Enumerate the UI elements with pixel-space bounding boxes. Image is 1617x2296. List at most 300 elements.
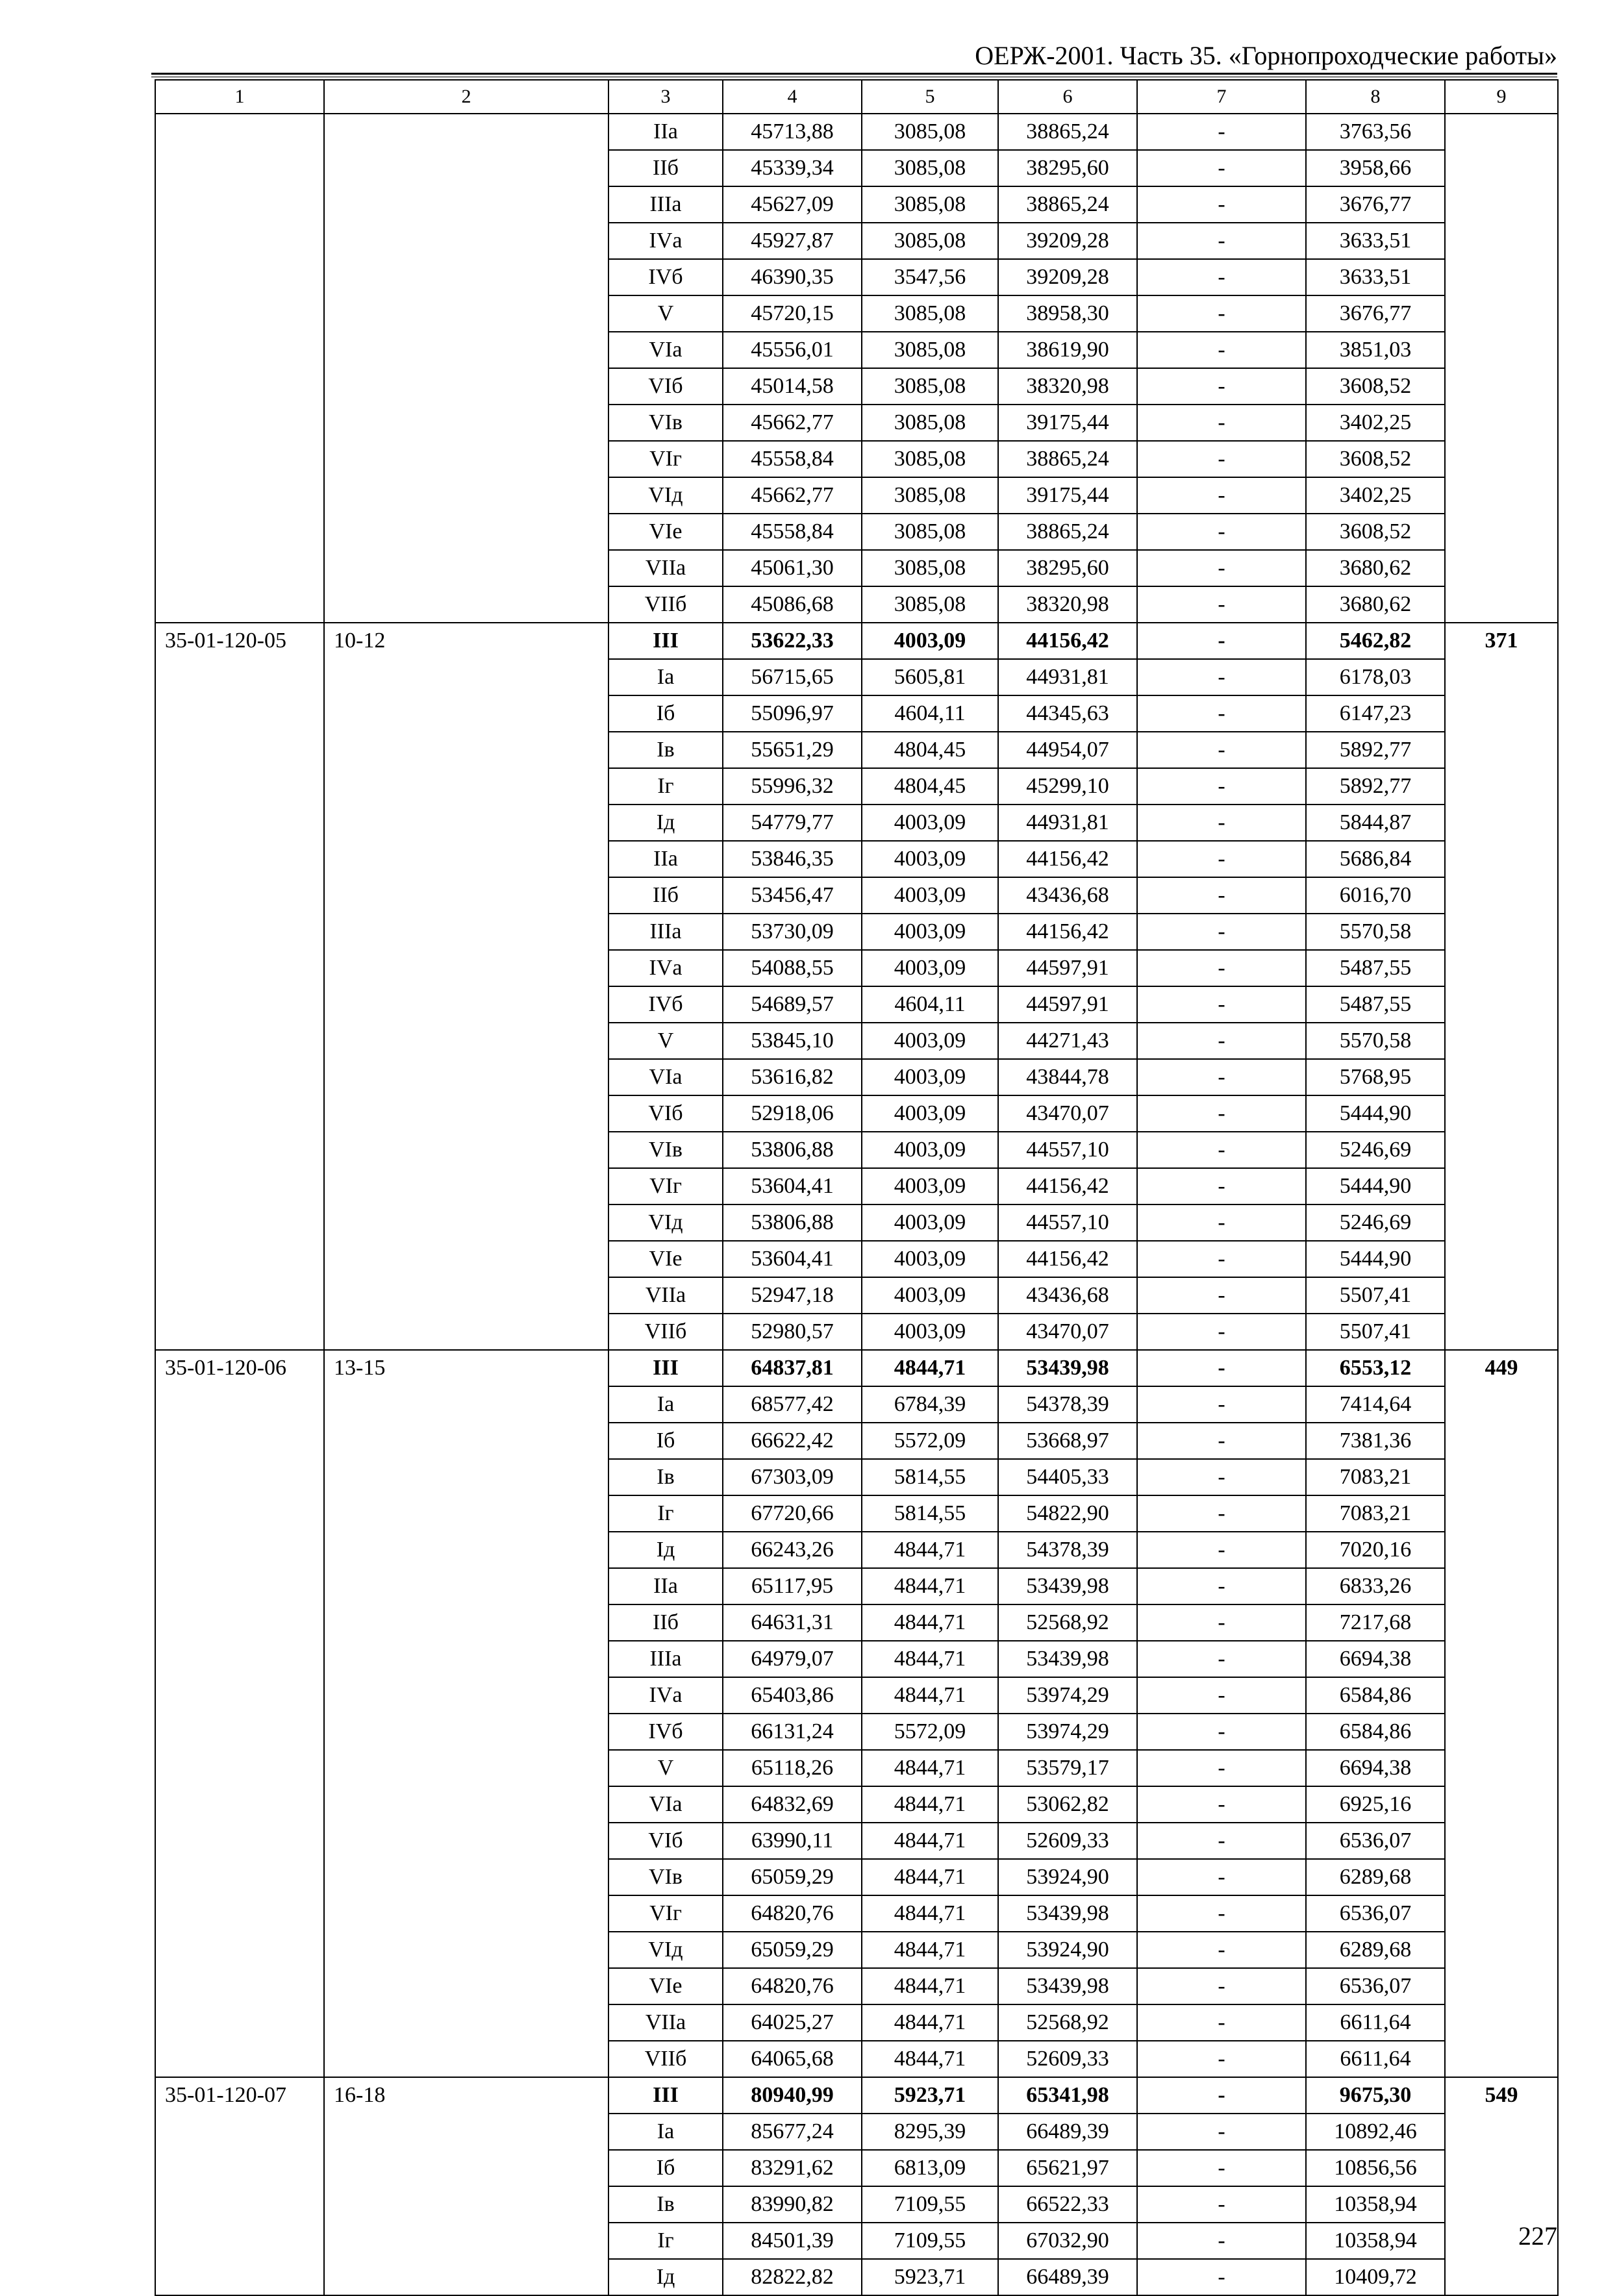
table-cell: 53668,97 [998, 1423, 1137, 1459]
table-cell: 3085,08 [862, 114, 998, 150]
table-cell: Iв [608, 732, 723, 768]
table-cell: 7083,21 [1306, 1459, 1445, 1495]
table-cell: 4844,71 [862, 1750, 998, 1786]
table-cell: - [1137, 1204, 1306, 1241]
table-cell: 10358,94 [1306, 2186, 1445, 2223]
table-cell: 3085,08 [862, 514, 998, 550]
table-cell: 54822,90 [998, 1495, 1137, 1532]
table-cell: 7414,64 [1306, 1386, 1445, 1423]
table-cell: VIIа [608, 550, 723, 586]
table-cell: 6016,70 [1306, 877, 1445, 914]
table-cell: 54405,33 [998, 1459, 1137, 1495]
table-cell: - [1137, 514, 1306, 550]
table-cell: VIе [608, 514, 723, 550]
table-cell: 5246,69 [1306, 1132, 1445, 1168]
table-cell: 38295,60 [998, 150, 1137, 186]
table-cell: 65621,97 [998, 2150, 1137, 2186]
table-cell: 5570,58 [1306, 1023, 1445, 1059]
table-cell: 65118,26 [723, 1750, 862, 1786]
price-cell: 549 [1445, 2077, 1558, 2295]
table-cell: 53974,29 [998, 1714, 1137, 1750]
table-cell: IIIа [608, 186, 723, 223]
table-cell: 52568,92 [998, 2004, 1137, 2041]
table-cell: - [1137, 1641, 1306, 1677]
table-cell: 6813,09 [862, 2150, 998, 2186]
table-cell: VIб [608, 1095, 723, 1132]
table-cell: 66131,24 [723, 1714, 862, 1750]
table-cell: 53604,41 [723, 1241, 862, 1277]
table-cell: 6584,86 [1306, 1714, 1445, 1750]
table-cell: 44156,42 [998, 1168, 1137, 1204]
table-cell: Iг [608, 1495, 723, 1532]
table-cell: V [608, 1023, 723, 1059]
table-cell: 54779,77 [723, 805, 862, 841]
table-cell: 3763,56 [1306, 114, 1445, 150]
table-cell: VIIа [608, 1277, 723, 1314]
price-cell: 371 [1445, 623, 1558, 1350]
table-cell: 43436,68 [998, 1277, 1137, 1314]
table-cell: 45061,30 [723, 550, 862, 586]
table-cell: 3085,08 [862, 295, 998, 332]
table-cell: Iа [608, 2114, 723, 2150]
table-cell: 5605,81 [862, 659, 998, 695]
table-cell: 38865,24 [998, 186, 1137, 223]
table-cell: 53924,90 [998, 1932, 1137, 1968]
table-cell: 5923,71 [862, 2077, 998, 2114]
table-cell: - [1137, 1095, 1306, 1132]
table-cell: - [1137, 1023, 1306, 1059]
table-cell: 3085,08 [862, 477, 998, 514]
table-cell: 4804,45 [862, 732, 998, 768]
table-cell: 44954,07 [998, 732, 1137, 768]
page-number: 227 [1518, 2221, 1557, 2251]
table-cell: - [1137, 259, 1306, 295]
header-rule-thick [151, 73, 1557, 75]
table-cell: 38865,24 [998, 514, 1137, 550]
table-cell: - [1137, 2259, 1306, 2295]
table-cell: 43470,07 [998, 1095, 1137, 1132]
table-cell: - [1137, 405, 1306, 441]
table-cell: III [608, 2077, 723, 2114]
table-cell: III [608, 623, 723, 659]
table-cell: VIг [608, 1895, 723, 1932]
table-cell: 38619,90 [998, 332, 1137, 368]
table-cell: 5572,09 [862, 1714, 998, 1750]
table-cell: Iд [608, 2259, 723, 2295]
table-cell: 6536,07 [1306, 1968, 1445, 2004]
table-cell: - [1137, 295, 1306, 332]
table-cell: Iб [608, 695, 723, 732]
column-number: 1 [155, 80, 324, 114]
table-cell: V [608, 1750, 723, 1786]
table-cell: 66489,39 [998, 2114, 1137, 2150]
table-cell: VIд [608, 1932, 723, 1968]
code-cell: 35-01-120-06 [155, 1350, 324, 2077]
table-cell: 66622,42 [723, 1423, 862, 1459]
table-cell: 53846,35 [723, 841, 862, 877]
table-cell: 53604,41 [723, 1168, 862, 1204]
table-cell: 4003,09 [862, 1132, 998, 1168]
table-cell: 3680,62 [1306, 550, 1445, 586]
table-cell: - [1137, 659, 1306, 695]
table-cell: - [1137, 1132, 1306, 1168]
table-cell: 4003,09 [862, 1168, 998, 1204]
table-cell: 63990,11 [723, 1823, 862, 1859]
table-cell: 55651,29 [723, 732, 862, 768]
table-cell: 53806,88 [723, 1132, 862, 1168]
table-cell: - [1137, 114, 1306, 150]
table-cell: 45556,01 [723, 332, 862, 368]
table-cell: 4604,11 [862, 986, 998, 1023]
table-cell: 38320,98 [998, 368, 1137, 405]
table-cell: - [1137, 2223, 1306, 2259]
table-cell: 5487,55 [1306, 950, 1445, 986]
table-cell: Iг [608, 2223, 723, 2259]
table-cell: 53974,29 [998, 1677, 1137, 1714]
table-cell: 44156,42 [998, 841, 1137, 877]
table-cell: 82822,82 [723, 2259, 862, 2295]
table-cell: 44931,81 [998, 805, 1137, 841]
table-cell: 44931,81 [998, 659, 1137, 695]
table-cell: 4003,09 [862, 1023, 998, 1059]
table-cell: 53924,90 [998, 1859, 1137, 1895]
price-cell: 449 [1445, 1350, 1558, 2077]
table-cell: 7217,68 [1306, 1604, 1445, 1641]
table-cell: 5444,90 [1306, 1095, 1445, 1132]
table-cell: - [1137, 732, 1306, 768]
table-cell: 46390,35 [723, 259, 862, 295]
table-cell: 4844,71 [862, 1968, 998, 2004]
table-cell: 6611,64 [1306, 2041, 1445, 2077]
table-cell: VIд [608, 477, 723, 514]
table-cell: 53845,10 [723, 1023, 862, 1059]
table-cell: 45339,34 [723, 150, 862, 186]
table-cell: IIб [608, 1604, 723, 1641]
table-cell: 4844,71 [862, 2004, 998, 2041]
table-cell: 10358,94 [1306, 2223, 1445, 2259]
table-cell: VIа [608, 1059, 723, 1095]
table-cell: 4844,71 [862, 1641, 998, 1677]
table-cell: 45086,68 [723, 586, 862, 623]
table-cell: 39175,44 [998, 405, 1137, 441]
table-cell: VIб [608, 1823, 723, 1859]
header-title: ОЕРЖ-2001. Часть 35. «Горнопроходческие работы» [975, 41, 1557, 70]
table-cell: VIIа [608, 2004, 723, 2041]
table-cell: 5844,87 [1306, 805, 1445, 841]
table-cell: 10856,56 [1306, 2150, 1445, 2186]
table-cell: IVб [608, 986, 723, 1023]
table-cell: 66489,39 [998, 2259, 1137, 2295]
table-cell: 55096,97 [723, 695, 862, 732]
table-cell: 3958,66 [1306, 150, 1445, 186]
table-cell: 53439,98 [998, 1568, 1137, 1604]
table-cell: 64837,81 [723, 1350, 862, 1386]
table-cell: 4844,71 [862, 2041, 998, 2077]
table-cell: 5923,71 [862, 2259, 998, 2295]
table-cell: 5487,55 [1306, 986, 1445, 1023]
table-cell: 64979,07 [723, 1641, 862, 1677]
table-cell: - [1137, 2186, 1306, 2223]
table-cell: - [1137, 477, 1306, 514]
table-cell: 8295,39 [862, 2114, 998, 2150]
table-cell: - [1137, 1459, 1306, 1495]
table-cell: 45662,77 [723, 405, 862, 441]
table-cell: 44156,42 [998, 1241, 1137, 1277]
table-cell: - [1137, 1168, 1306, 1204]
table-cell: - [1137, 877, 1306, 914]
table-cell: 3085,08 [862, 550, 998, 586]
range-cell [324, 114, 608, 623]
table-cell: - [1137, 1786, 1306, 1823]
table-cell: Iа [608, 1386, 723, 1423]
column-number: 8 [1306, 80, 1445, 114]
table-cell: 3608,52 [1306, 441, 1445, 477]
table-cell: 5686,84 [1306, 841, 1445, 877]
table-cell: - [1137, 2077, 1306, 2114]
table-cell: 4003,09 [862, 805, 998, 841]
table-row [155, 2077, 1558, 2114]
table-cell: 44345,63 [998, 695, 1137, 732]
table-cell: Iа [608, 659, 723, 695]
table-cell: 3633,51 [1306, 259, 1445, 295]
table-cell: 9675,30 [1306, 2077, 1445, 2114]
table-cell: - [1137, 1386, 1306, 1423]
table-cell: 44597,91 [998, 950, 1137, 986]
table-cell: IIб [608, 877, 723, 914]
table-cell: 38320,98 [998, 586, 1137, 623]
table-cell: - [1137, 2114, 1306, 2150]
table-cell: VIв [608, 1132, 723, 1168]
table-cell: - [1137, 586, 1306, 623]
table-cell: 53616,82 [723, 1059, 862, 1095]
table-cell: IVб [608, 259, 723, 295]
table-cell: 54689,57 [723, 986, 862, 1023]
table-cell: 4003,09 [862, 1059, 998, 1095]
table-cell: 52947,18 [723, 1277, 862, 1314]
table-cell: 5444,90 [1306, 1168, 1445, 1204]
table-cell: - [1137, 1823, 1306, 1859]
table-cell: 45627,09 [723, 186, 862, 223]
table-cell: 67720,66 [723, 1495, 862, 1532]
table-cell: - [1137, 1532, 1306, 1568]
table-cell: - [1137, 1604, 1306, 1641]
table-cell: - [1137, 1932, 1306, 1968]
table-cell: 4003,09 [862, 1241, 998, 1277]
table-cell: 3851,03 [1306, 332, 1445, 368]
table-cell: 7109,55 [862, 2223, 998, 2259]
table-cell: 6784,39 [862, 1386, 998, 1423]
table-cell: - [1137, 1059, 1306, 1095]
table-cell: 64025,27 [723, 2004, 862, 2041]
table-cell: 64820,76 [723, 1968, 862, 2004]
table-cell: - [1137, 914, 1306, 950]
table-cell: 45662,77 [723, 477, 862, 514]
table-cell: 10892,46 [1306, 2114, 1445, 2150]
table-cell: - [1137, 2041, 1306, 2077]
table-cell: IVа [608, 223, 723, 259]
table-cell: 3633,51 [1306, 223, 1445, 259]
table-cell: Iб [608, 2150, 723, 2186]
table-cell: IIа [608, 1568, 723, 1604]
table-cell: 53579,17 [998, 1750, 1137, 1786]
table-cell: III [608, 1350, 723, 1386]
table-cell: 4804,45 [862, 768, 998, 805]
table-cell: 3402,25 [1306, 405, 1445, 441]
code-cell [155, 114, 324, 623]
column-number: 7 [1137, 80, 1306, 114]
table-cell: 7020,16 [1306, 1532, 1445, 1568]
table-cell: - [1137, 1423, 1306, 1459]
table-cell: 7109,55 [862, 2186, 998, 2223]
table-cell: - [1137, 1895, 1306, 1932]
table-cell: 54378,39 [998, 1532, 1137, 1568]
table-cell: 55996,32 [723, 768, 862, 805]
table-cell: 65059,29 [723, 1932, 862, 1968]
price-cell [1445, 114, 1558, 623]
table-cell: - [1137, 805, 1306, 841]
table-cell: 39209,28 [998, 259, 1137, 295]
table-cell: 65341,98 [998, 2077, 1137, 2114]
table-cell: 4844,71 [862, 1677, 998, 1714]
column-number: 4 [723, 80, 862, 114]
table-cell: 3085,08 [862, 405, 998, 441]
table-cell: 10409,72 [1306, 2259, 1445, 2295]
table-cell: - [1137, 150, 1306, 186]
table-cell: 45014,58 [723, 368, 862, 405]
table-cell: 4003,09 [862, 877, 998, 914]
table-cell: - [1137, 332, 1306, 368]
table-cell: VIг [608, 1168, 723, 1204]
table-cell: 45927,87 [723, 223, 862, 259]
table-cell: 44156,42 [998, 623, 1137, 659]
table-cell: 3085,08 [862, 586, 998, 623]
table-cell: VIа [608, 1786, 723, 1823]
range-cell: 16-18 [324, 2077, 608, 2295]
table-cell: 44557,10 [998, 1204, 1137, 1241]
table-cell: 4003,09 [862, 1277, 998, 1314]
table-cell: 6553,12 [1306, 1350, 1445, 1386]
table-cell: 38958,30 [998, 295, 1137, 332]
table-cell: V [608, 295, 723, 332]
table-cell: 52609,33 [998, 2041, 1137, 2077]
table-cell: - [1137, 1495, 1306, 1532]
table-cell: 53806,88 [723, 1204, 862, 1241]
table-cell: IIб [608, 150, 723, 186]
table-cell: 6289,68 [1306, 1859, 1445, 1895]
table-cell: 5892,77 [1306, 732, 1445, 768]
table-cell: - [1137, 441, 1306, 477]
table-cell: 6536,07 [1306, 1895, 1445, 1932]
table-cell: - [1137, 550, 1306, 586]
table-cell: 44557,10 [998, 1132, 1137, 1168]
table-cell: 6536,07 [1306, 1823, 1445, 1859]
table-cell: 52918,06 [723, 1095, 862, 1132]
table-cell: 65059,29 [723, 1859, 862, 1895]
code-cell: 35-01-120-07 [155, 2077, 324, 2295]
table-cell: 3608,52 [1306, 514, 1445, 550]
table-cell: 5507,41 [1306, 1277, 1445, 1314]
table-cell: 3608,52 [1306, 368, 1445, 405]
table-cell: 4844,71 [862, 1823, 998, 1859]
table-cell: 83291,62 [723, 2150, 862, 2186]
table-cell: - [1137, 1314, 1306, 1350]
table-cell: VIб [608, 368, 723, 405]
table-cell: 66522,33 [998, 2186, 1137, 2223]
table-cell: 53622,33 [723, 623, 862, 659]
table-cell: 5570,58 [1306, 914, 1445, 950]
table-cell: 6833,26 [1306, 1568, 1445, 1604]
table-cell: VIе [608, 1968, 723, 2004]
table-cell: 52568,92 [998, 1604, 1137, 1641]
table-row [155, 1350, 1558, 1386]
table-cell: 84501,39 [723, 2223, 862, 2259]
range-cell: 13-15 [324, 1350, 608, 2077]
table-cell: 53439,98 [998, 1968, 1137, 2004]
table-cell: Iд [608, 805, 723, 841]
table-cell: 85677,24 [723, 2114, 862, 2150]
table-cell: 3085,08 [862, 441, 998, 477]
table-cell: - [1137, 695, 1306, 732]
table-cell: VIд [608, 1204, 723, 1241]
table-cell: - [1137, 1350, 1306, 1386]
table-cell: 65117,95 [723, 1568, 862, 1604]
table-cell: 64065,68 [723, 2041, 862, 2077]
table-cell: 3680,62 [1306, 586, 1445, 623]
table-cell: 6611,64 [1306, 2004, 1445, 2041]
table-cell: - [1137, 1241, 1306, 1277]
table-cell: IVа [608, 1677, 723, 1714]
table-cell: 65403,86 [723, 1677, 862, 1714]
table-cell: 4844,71 [862, 1932, 998, 1968]
table-cell: 54088,55 [723, 950, 862, 986]
table-cell: 4844,71 [862, 1895, 998, 1932]
table-cell: 4003,09 [862, 1314, 998, 1350]
table-cell: - [1137, 768, 1306, 805]
table-cell: 4844,71 [862, 1532, 998, 1568]
table-cell: IVб [608, 1714, 723, 1750]
table-cell: 5462,82 [1306, 623, 1445, 659]
table-cell: Iб [608, 1423, 723, 1459]
table-cell: 53456,47 [723, 877, 862, 914]
table-cell: 44156,42 [998, 914, 1137, 950]
table-cell: 45558,84 [723, 514, 862, 550]
table-cell: 3676,77 [1306, 295, 1445, 332]
table-cell: 4844,71 [862, 1786, 998, 1823]
table-cell: 4003,09 [862, 623, 998, 659]
table-cell: - [1137, 1968, 1306, 2004]
table-cell: 56715,65 [723, 659, 862, 695]
table-cell: IIIа [608, 914, 723, 950]
table-cell: 38865,24 [998, 441, 1137, 477]
table-cell: 6584,86 [1306, 1677, 1445, 1714]
table-cell: 83990,82 [723, 2186, 862, 2223]
column-number: 3 [608, 80, 723, 114]
table-cell: 67303,09 [723, 1459, 862, 1495]
table-cell: Iд [608, 1532, 723, 1568]
table-cell: VIв [608, 1859, 723, 1895]
table-cell: 66243,26 [723, 1532, 862, 1568]
table-cell: 5892,77 [1306, 768, 1445, 805]
code-cell: 35-01-120-05 [155, 623, 324, 1350]
table-cell: 4003,09 [862, 914, 998, 950]
table-cell: 43470,07 [998, 1314, 1137, 1350]
table-cell: - [1137, 186, 1306, 223]
table-cell: 80940,99 [723, 2077, 862, 2114]
table-cell: 54378,39 [998, 1386, 1137, 1423]
table-cell: VIг [608, 441, 723, 477]
table-cell: 7381,36 [1306, 1423, 1445, 1459]
table-cell: 5444,90 [1306, 1241, 1445, 1277]
